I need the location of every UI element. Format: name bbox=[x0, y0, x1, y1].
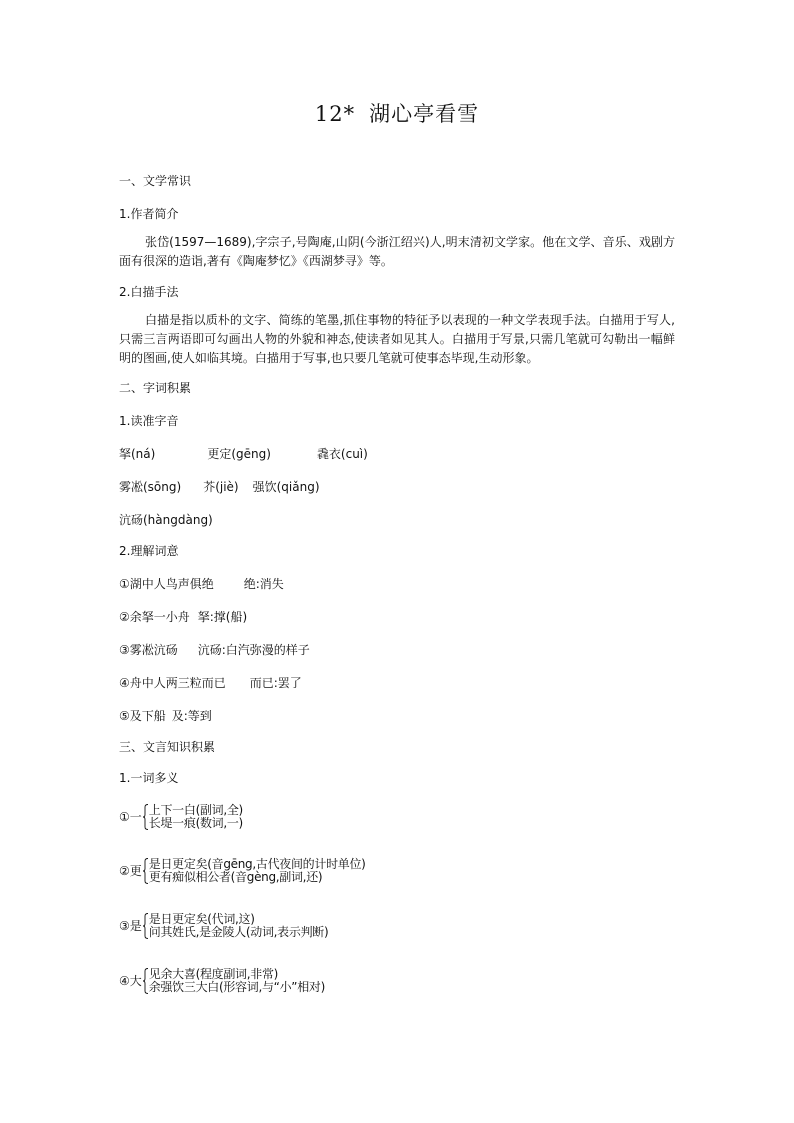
pronunciation-row-3 bbox=[119, 512, 213, 528]
polysemy-meanings bbox=[149, 858, 366, 884]
section-heading-vocabulary: 二、字词积累 bbox=[119, 381, 192, 395]
polysemy-example: 是日更定矣(代词,这) bbox=[148, 912, 255, 926]
polysemy-word: ①一 bbox=[119, 810, 142, 824]
pronunciation-row-2 bbox=[119, 479, 320, 495]
subheading-author-intro: 1.作者简介 bbox=[119, 207, 179, 221]
meaning-row bbox=[119, 642, 310, 658]
pronunciation-item: 雾凇(sōng) bbox=[119, 480, 182, 494]
brace-icon bbox=[143, 913, 148, 939]
subheading-word-meaning: 2.理解词意 bbox=[119, 544, 179, 558]
polysemy-meanings bbox=[149, 968, 325, 994]
pronunciation-item: 拏(ná) bbox=[119, 447, 156, 461]
subheading-baimiao: 2.白描手法 bbox=[119, 285, 179, 299]
subheading-pronunciation: 1.读准字音 bbox=[119, 414, 179, 428]
meaning-row bbox=[119, 708, 212, 724]
meaning-gloss: 沆砀:白汽弥漫的样子 bbox=[197, 643, 310, 657]
meaning-phrase: ④舟中人两三粒而已 bbox=[119, 676, 226, 690]
paragraph-baimiao: 白描是指以质朴的文字、简练的笔墨,抓住事物的特征予以表现的一种文学表现手法。白描用于写人,只需三言两语即可勾画出人物的外貌和神态,使读者如见其人。白描用于写景,只需几笔就可勾勒出一幅鲜明的图画,使人如临其境。白描用于写事,也只要几笔就可使事态毕现,生动形象。 bbox=[119, 313, 675, 365]
polysemy-example: 见余大喜(程度副词,非常) bbox=[148, 967, 279, 981]
meaning-phrase: ③雾凇沆砀 bbox=[119, 643, 178, 657]
polysemy-example: 更有痴似相公者(音gèng,副词,还) bbox=[148, 870, 323, 884]
brace-icon bbox=[143, 968, 148, 994]
subheading-polysemy: 1.一词多义 bbox=[119, 771, 179, 785]
pronunciation-item: 毳衣(cuì) bbox=[316, 447, 368, 461]
brace-icon bbox=[143, 858, 148, 884]
pronunciation-row-1 bbox=[119, 446, 368, 462]
meaning-gloss: 及:等到 bbox=[171, 709, 212, 723]
paragraph-author-intro: 张岱(1597—1689),字宗子,号陶庵,山阴(今浙江绍兴)人,明末清初文学家。他在文学、音乐、戏剧方面有很深的造诣,著有《陶庵梦忆》《西湖梦寻》等。 bbox=[119, 235, 675, 268]
pronunciation-item: 芥(jiè) bbox=[203, 480, 239, 494]
polysemy-example: 问其姓氏,是金陵人(动词,表示判断) bbox=[148, 925, 329, 939]
meaning-row bbox=[119, 576, 284, 592]
meaning-phrase: ⑤及下船 bbox=[119, 709, 166, 723]
polysemy-group bbox=[119, 804, 243, 830]
polysemy-meanings bbox=[149, 913, 329, 939]
pronunciation-item: 更定(gēng) bbox=[207, 447, 271, 461]
polysemy-group bbox=[119, 968, 325, 994]
brace-icon bbox=[143, 804, 148, 830]
polysemy-word: ③是 bbox=[119, 919, 142, 933]
polysemy-example: 长堤一痕(数词,一) bbox=[148, 816, 243, 830]
polysemy-word: ④大 bbox=[119, 974, 142, 988]
meaning-row bbox=[119, 675, 302, 691]
pronunciation-item: 沆砀(hàngdàng) bbox=[119, 513, 213, 527]
section-heading-literature: 一、文学常识 bbox=[119, 174, 192, 188]
meaning-phrase: ①湖中人鸟声俱绝 bbox=[119, 577, 214, 591]
section-heading-classical-knowledge: 三、文言知识积累 bbox=[119, 740, 216, 754]
polysemy-group bbox=[119, 913, 328, 939]
meaning-gloss: 拏:撑(船) bbox=[197, 610, 248, 624]
polysemy-group bbox=[119, 858, 366, 884]
meaning-phrase: ②余拏一小舟 bbox=[119, 610, 190, 624]
lesson-number: 12* bbox=[314, 102, 356, 126]
meaning-gloss: 绝:消失 bbox=[243, 577, 284, 591]
meaning-gloss: 而已:罢了 bbox=[249, 676, 302, 690]
lesson-title: 湖心亭看雪 bbox=[369, 102, 480, 126]
polysemy-example: 上下一白(副词,全) bbox=[148, 803, 243, 817]
polysemy-example: 是日更定矣(音gēng,古代夜间的计时单位) bbox=[148, 857, 366, 871]
pronunciation-item: 强饮(qiǎng) bbox=[252, 480, 320, 494]
page-title bbox=[0, 98, 794, 128]
polysemy-meanings bbox=[149, 804, 243, 830]
polysemy-word: ②更 bbox=[119, 864, 142, 878]
polysemy-example: 余强饮三大白(形容词,与“小”相对) bbox=[148, 980, 325, 994]
meaning-row bbox=[119, 609, 247, 625]
